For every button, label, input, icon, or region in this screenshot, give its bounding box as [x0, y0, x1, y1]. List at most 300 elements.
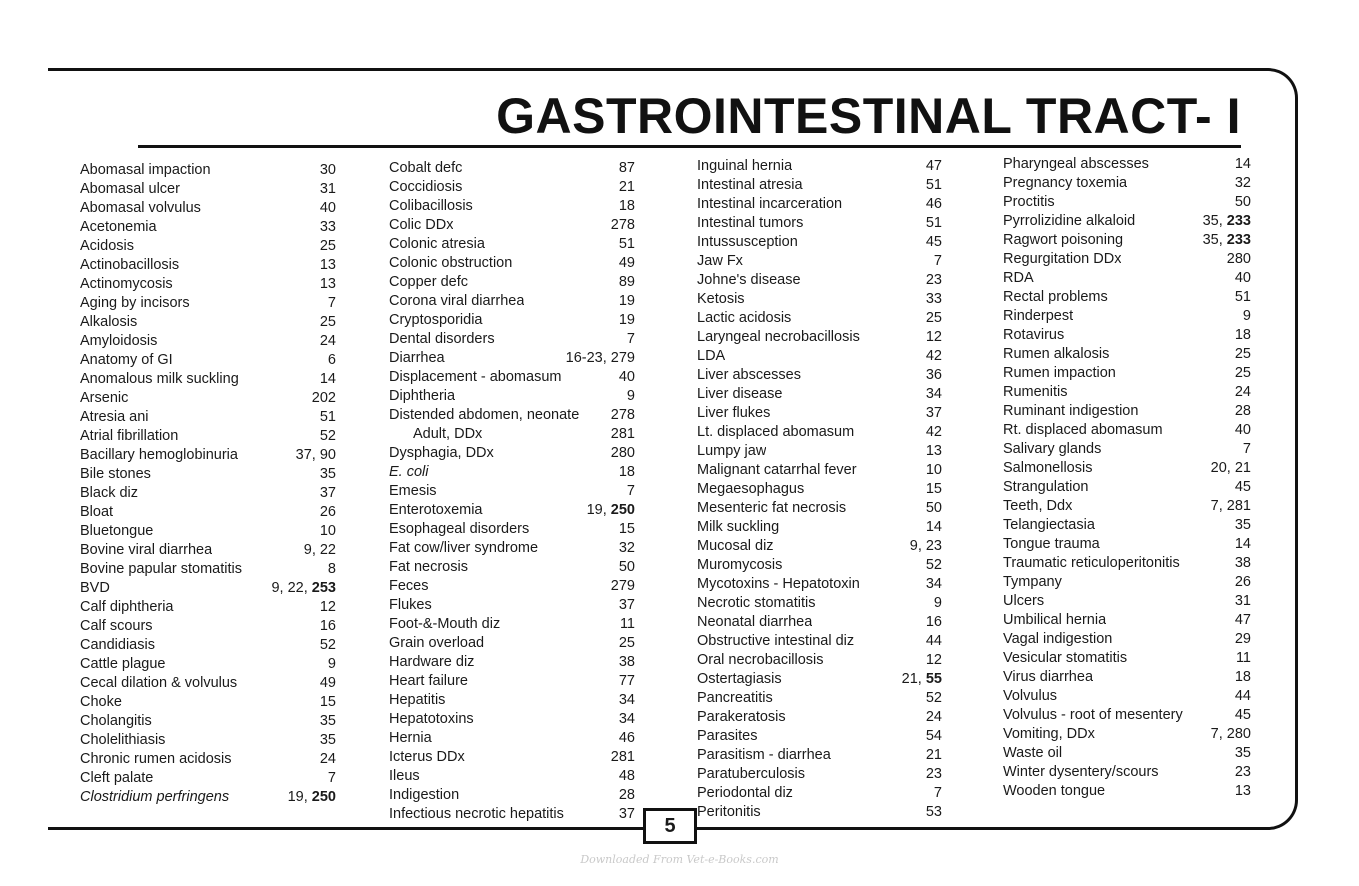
page-refs: 25: [319, 238, 336, 254]
index-term: Heart failure: [389, 673, 468, 689]
index-pages: [614, 615, 635, 634]
index-term: Rumen alkalosis: [1003, 346, 1110, 362]
index-entry: [80, 598, 336, 617]
page-refs: 7: [1242, 441, 1251, 457]
page-refs: 23: [1234, 764, 1251, 780]
index-term: Teeth, Ddx: [1003, 498, 1073, 514]
index-entry: [80, 446, 336, 465]
page-refs: 280: [610, 445, 635, 461]
index-entry: [697, 404, 942, 423]
page-refs: 77: [618, 673, 635, 689]
index-term: Lt. displaced abomasum: [697, 424, 855, 440]
index-term: Liver flukes: [697, 405, 771, 421]
index-pages: [306, 389, 336, 408]
index-pages: [613, 672, 635, 691]
index-term: Volvulus - root of mesentery: [1003, 707, 1183, 723]
page-refs: 10: [925, 462, 942, 478]
index-pages: [920, 233, 942, 252]
index-entry: [80, 655, 336, 674]
index-pages: [314, 503, 336, 522]
index-entry: [697, 537, 942, 556]
index-entry: [389, 501, 635, 520]
index-pages: [920, 651, 942, 670]
index-entry: [1003, 288, 1251, 307]
page-refs: 23: [925, 272, 942, 288]
index-entry: [389, 558, 635, 577]
page-refs: 7, 280: [1210, 726, 1251, 742]
index-term: Ragwort poisoning: [1003, 232, 1124, 248]
index-term: Parasites: [697, 728, 758, 744]
index-entry: [80, 427, 336, 446]
index-pages: [613, 159, 635, 178]
index-term: Necrotic stomatitis: [697, 595, 816, 611]
index-term: Chronic rumen acidosis: [80, 751, 232, 767]
index-term: Infectious necrotic hepatitis: [389, 806, 564, 822]
page-refs: 54: [925, 728, 942, 744]
page-refs: 35,: [1202, 213, 1227, 229]
index-entry: [1003, 174, 1251, 193]
index-entry: [697, 746, 942, 765]
page-refs: 18: [618, 198, 635, 214]
index-pages: [314, 218, 336, 237]
index-term: Cobalt defc: [389, 160, 463, 176]
index-entry: [80, 218, 336, 237]
index-entry: [389, 482, 635, 501]
page-refs: 25: [925, 310, 942, 326]
page-refs: 35: [319, 732, 336, 748]
index-pages: [896, 670, 942, 689]
index-column-3: [697, 157, 942, 822]
index-term: Pregnancy toxemia: [1003, 175, 1128, 191]
index-term: Enterotoxemia: [389, 502, 483, 518]
index-pages: [613, 368, 635, 387]
index-term: Esophageal disorders: [389, 521, 530, 537]
index-term: Cholangitis: [80, 713, 152, 729]
index-pages: [920, 290, 942, 309]
index-term: Rotavirus: [1003, 327, 1065, 343]
index-entry: [1003, 516, 1251, 535]
page-refs: 7: [933, 253, 942, 269]
index-term: Calf scours: [80, 618, 153, 634]
index-pages: [1237, 440, 1251, 459]
index-entry: [1003, 231, 1251, 250]
index-pages: [314, 693, 336, 712]
index-entry: [1003, 706, 1251, 725]
index-entry: [697, 689, 942, 708]
page-refs: 16: [319, 618, 336, 634]
index-term: Liver disease: [697, 386, 783, 402]
page-refs: 11: [619, 616, 635, 632]
page-refs: 25: [618, 635, 635, 651]
index-pages: [314, 522, 336, 541]
page-refs: 38: [618, 654, 635, 670]
index-pages: [605, 216, 635, 235]
index-pages: [621, 387, 635, 406]
page-refs: 18: [1234, 669, 1251, 685]
index-term: Muromycosis: [697, 557, 783, 573]
page-refs: 87: [618, 160, 635, 176]
index-term: Mucosal diz: [697, 538, 774, 554]
index-term: Rumen impaction: [1003, 365, 1116, 381]
index-term: Black diz: [80, 485, 139, 501]
page-refs: 31: [1234, 593, 1251, 609]
index-entry: [80, 503, 336, 522]
index-pages: [920, 613, 942, 632]
index-term: Adult, DDx: [413, 426, 483, 442]
index-term: Abomasal volvulus: [80, 200, 201, 216]
index-pages: [920, 727, 942, 746]
index-entry: [1003, 535, 1251, 554]
index-pages: [314, 617, 336, 636]
index-entry: [389, 273, 635, 292]
index-pages: [613, 292, 635, 311]
page-refs: 50: [618, 559, 635, 575]
page-refs: 7: [626, 483, 635, 499]
index-pages: [904, 537, 942, 556]
index-term: Parasitism - diarrhea: [697, 747, 831, 763]
page-refs: 51: [319, 409, 336, 425]
index-pages: [920, 442, 942, 461]
page-refs: 9, 23: [909, 538, 942, 554]
page-refs: 47: [925, 158, 942, 174]
index-entry: [1003, 421, 1251, 440]
index-term: Arsenic: [80, 390, 129, 406]
index-pages: [1229, 174, 1251, 193]
index-pages: [928, 594, 942, 613]
index-pages: [613, 596, 635, 615]
page-ref-bold: 55: [925, 671, 942, 687]
index-pages: [613, 311, 635, 330]
index-column-4: [1003, 155, 1251, 801]
index-pages: [314, 712, 336, 731]
index-term: Cecal dilation & volvulus: [80, 675, 238, 691]
page-refs: 11: [1235, 650, 1251, 666]
page-refs: 46: [618, 730, 635, 746]
index-entry: [389, 197, 635, 216]
index-entry: [1003, 592, 1251, 611]
index-term: Actinobacillosis: [80, 257, 180, 273]
index-entry: [697, 632, 942, 651]
page-ref-bold: 250: [610, 502, 635, 518]
index-pages: [613, 463, 635, 482]
index-entry: [389, 387, 635, 406]
page-refs: 38: [1234, 555, 1251, 571]
index-pages: [290, 446, 336, 465]
page-refs: 13: [319, 276, 336, 292]
index-term: BVD: [80, 580, 110, 596]
title-underline: [138, 145, 1241, 148]
page-refs: 45: [925, 234, 942, 250]
index-entry: [1003, 193, 1251, 212]
watermark: Downloaded From Vet-e-Books.com: [580, 853, 779, 866]
index-entry: [80, 750, 336, 769]
index-entry: [80, 788, 336, 807]
page-refs: 24: [319, 333, 336, 349]
index-pages: [920, 271, 942, 290]
index-pages: [613, 691, 635, 710]
page-refs: 15: [618, 521, 635, 537]
index-entry: [1003, 269, 1251, 288]
index-term: Calf diphtheria: [80, 599, 174, 615]
index-term: Anatomy of GI: [80, 352, 173, 368]
index-term: Intestinal atresia: [697, 177, 803, 193]
page-refs: 9, 22: [303, 542, 336, 558]
page-refs: 34: [925, 576, 942, 592]
page-refs: 52: [319, 428, 336, 444]
index-pages: [314, 750, 336, 769]
index-entry: [697, 328, 942, 347]
page-refs: 278: [610, 217, 635, 233]
index-entry: [697, 442, 942, 461]
index-term: Cattle plague: [80, 656, 166, 672]
index-entry: [80, 370, 336, 389]
index-pages: [1229, 402, 1251, 421]
index-entry: [389, 368, 635, 387]
index-term: Actinomycosis: [80, 276, 173, 292]
index-term: Tympany: [1003, 574, 1062, 590]
index-term: Neonatal diarrhea: [697, 614, 813, 630]
index-pages: [1197, 231, 1251, 250]
index-pages: [1229, 155, 1251, 174]
index-entry: [1003, 554, 1251, 573]
index-pages: [920, 347, 942, 366]
index-pages: [613, 178, 635, 197]
index-pages: [1229, 706, 1251, 725]
index-term: Cryptosporidia: [389, 312, 483, 328]
index-term: Atrial fibrillation: [80, 428, 179, 444]
index-entry: [80, 560, 336, 579]
page-refs: 37, 90: [295, 447, 336, 463]
index-entry: [80, 313, 336, 332]
index-term: Fat necrosis: [389, 559, 468, 575]
index-term: Colonic obstruction: [389, 255, 513, 271]
index-pages: [314, 465, 336, 484]
index-term: Vesicular stomatitis: [1003, 650, 1128, 666]
index-entry: [697, 575, 942, 594]
page-refs: 7: [327, 295, 336, 311]
index-term: Milk suckling: [697, 519, 780, 535]
page-refs: 28: [618, 787, 635, 803]
page-refs: 23: [925, 766, 942, 782]
index-pages: [613, 729, 635, 748]
index-pages: [920, 195, 942, 214]
index-pages: [1229, 516, 1251, 535]
index-pages: [1197, 212, 1251, 231]
page-refs: 26: [1234, 574, 1251, 590]
index-pages: [613, 805, 635, 824]
index-pages: [920, 328, 942, 347]
page-refs: 16-23, 279: [565, 350, 635, 366]
index-pages: [613, 786, 635, 805]
index-entry: [389, 425, 635, 444]
index-column-2: [389, 159, 635, 824]
index-term: Traumatic reticuloperitonitis: [1003, 555, 1180, 571]
index-pages: [920, 480, 942, 499]
index-entry: [389, 615, 635, 634]
page-refs: 13: [319, 257, 336, 273]
index-entry: [389, 729, 635, 748]
index-term: Corona viral diarrhea: [389, 293, 525, 309]
index-pages: [928, 784, 942, 803]
index-term: Pyrrolizidine alkaloid: [1003, 213, 1136, 229]
index-entry: [1003, 307, 1251, 326]
page-refs: 35,: [1202, 232, 1227, 248]
index-entry: [697, 518, 942, 537]
index-pages: [613, 710, 635, 729]
page-refs: 40: [1234, 422, 1251, 438]
page-refs: 21: [925, 747, 942, 763]
page-refs: 40: [319, 200, 336, 216]
index-term: Feces: [389, 578, 429, 594]
index-term: Lactic acidosis: [697, 310, 792, 326]
index-pages: [314, 427, 336, 446]
index-pages: [920, 366, 942, 385]
index-entry: [697, 290, 942, 309]
index-pages: [1229, 288, 1251, 307]
index-entry: [1003, 250, 1251, 269]
index-pages: [605, 577, 635, 596]
index-pages: [920, 461, 942, 480]
index-term: Volvulus: [1003, 688, 1058, 704]
index-entry: [80, 769, 336, 788]
index-pages: [1237, 307, 1251, 326]
index-entry: [389, 672, 635, 691]
index-term: Colibacillosis: [389, 198, 473, 214]
index-term: Dysphagia, DDx: [389, 445, 494, 461]
index-entry: [1003, 763, 1251, 782]
page-refs: 49: [319, 675, 336, 691]
page-refs: 33: [925, 291, 942, 307]
index-pages: [1229, 535, 1251, 554]
index-entry: [389, 520, 635, 539]
index-entry: [1003, 611, 1251, 630]
index-pages: [314, 313, 336, 332]
page-refs: 280: [1226, 251, 1251, 267]
index-pages: [1229, 345, 1251, 364]
index-term: Clostridium perfringens: [80, 789, 230, 805]
index-entry: [80, 636, 336, 655]
index-entry: [389, 539, 635, 558]
page-refs: 37: [618, 806, 635, 822]
index-pages: [920, 765, 942, 784]
page-refs: 7: [626, 331, 635, 347]
index-pages: [560, 349, 635, 368]
page-refs: 21,: [901, 671, 926, 687]
index-pages: [1229, 763, 1251, 782]
page-refs: 24: [1234, 384, 1251, 400]
index-pages: [314, 408, 336, 427]
index-pages: [920, 575, 942, 594]
index-entry: [389, 786, 635, 805]
page-refs: 18: [618, 464, 635, 480]
page-ref-bold: 253: [311, 580, 336, 596]
page-refs: 25: [1234, 346, 1251, 362]
index-term: Inguinal hernia: [697, 158, 793, 174]
index-term: Dental disorders: [389, 331, 495, 347]
page-refs: 14: [319, 371, 336, 387]
index-entry: [80, 693, 336, 712]
page-refs: 51: [1234, 289, 1251, 305]
index-pages: [613, 539, 635, 558]
index-pages: [314, 674, 336, 693]
index-entry: [1003, 212, 1251, 231]
page-refs: 30: [319, 162, 336, 178]
index-pages: [314, 256, 336, 275]
index-term: Abomasal ulcer: [80, 181, 180, 197]
index-pages: [613, 767, 635, 786]
index-pages: [314, 370, 336, 389]
index-entry: [80, 617, 336, 636]
index-pages: [613, 558, 635, 577]
index-pages: [1229, 193, 1251, 212]
page-refs: 52: [925, 690, 942, 706]
index-entry: [697, 727, 942, 746]
index-pages: [621, 330, 635, 349]
index-pages: [1205, 725, 1251, 744]
index-pages: [613, 653, 635, 672]
page-refs: 8: [327, 561, 336, 577]
index-term: Malignant catarrhal fever: [697, 462, 857, 478]
index-pages: [920, 689, 942, 708]
page-refs: 9: [933, 595, 942, 611]
index-term: Oral necrobacillosis: [697, 652, 824, 668]
index-pages: [1229, 592, 1251, 611]
index-term: Bovine viral diarrhea: [80, 542, 213, 558]
index-term: Abomasal impaction: [80, 162, 211, 178]
index-entry: [1003, 744, 1251, 763]
index-pages: [613, 254, 635, 273]
index-term: Parakeratosis: [697, 709, 786, 725]
page-refs: 19: [618, 312, 635, 328]
index-entry: [80, 389, 336, 408]
index-entry: [697, 613, 942, 632]
index-pages: [621, 482, 635, 501]
index-entry: [697, 784, 942, 803]
page-refs: 26: [319, 504, 336, 520]
page-refs: 25: [1234, 365, 1251, 381]
index-pages: [613, 197, 635, 216]
index-term: Paratuberculosis: [697, 766, 805, 782]
index-pages: [920, 385, 942, 404]
index-term: Telangiectasia: [1003, 517, 1095, 533]
index-pages: [314, 484, 336, 503]
index-term: Icterus DDx: [389, 749, 465, 765]
index-term: Proctitis: [1003, 194, 1055, 210]
page-refs: 42: [925, 348, 942, 364]
page-refs: 14: [925, 519, 942, 535]
index-entry: [1003, 459, 1251, 478]
index-entry: [389, 805, 635, 824]
index-entry: [389, 748, 635, 767]
index-term: Hepatotoxins: [389, 711, 474, 727]
index-pages: [1229, 744, 1251, 763]
index-term: Acetonemia: [80, 219, 157, 235]
page-refs: 9: [626, 388, 635, 404]
index-pages: [920, 708, 942, 727]
index-entry: [389, 292, 635, 311]
page-refs: 50: [1234, 194, 1251, 210]
index-term: Cleft palate: [80, 770, 154, 786]
index-pages: [1205, 497, 1251, 516]
index-entry: [1003, 440, 1251, 459]
index-entry: [389, 444, 635, 463]
index-entry: [1003, 383, 1251, 402]
index-term: Tongue trauma: [1003, 536, 1100, 552]
page-refs: 202: [311, 390, 336, 406]
page-refs: 9, 22,: [271, 580, 312, 596]
index-entry: [389, 235, 635, 254]
index-entry: [1003, 345, 1251, 364]
